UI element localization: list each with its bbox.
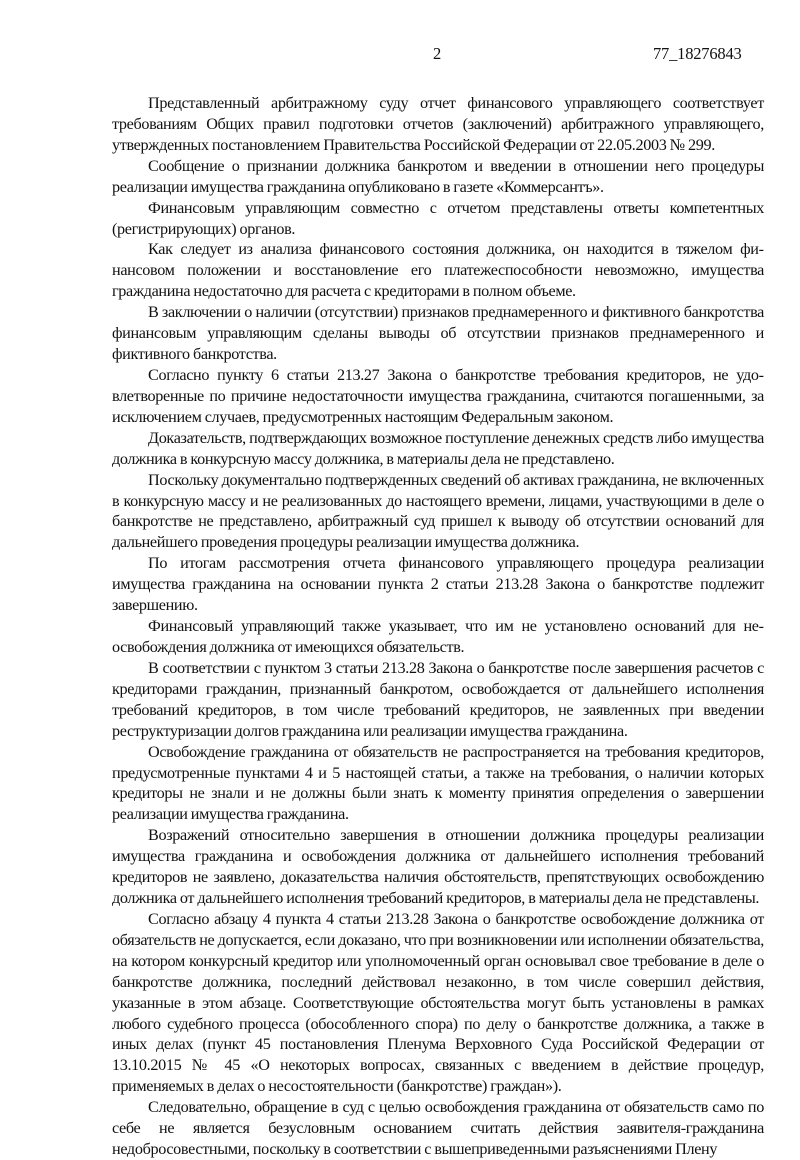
- paragraph-procedure-completion: По итогам рассмотрения отчета финансового управляющего процедура реализации имущества гражданина на основании пункта 2 статьи 213.28 Закона о банкротстве подлежит завершению.: [112, 554, 764, 615]
- paragraph-no-evidence: Доказательств, подтверждающих возможное поступление денежных средств либо имущества должника в конкурсную массу должника, в материалы дела не представлено.: [112, 428, 764, 468]
- paragraph-no-grounds: Финансовый управляющий также указывает, что им не установлено оснований для неосвобождения должника от имеющихся обязательств.: [112, 617, 764, 656]
- paragraph-no-assets: Поскольку документально подтвержденных сведений об активах гражданина, не включенных в конкурсную массу и не реализованных до настоящего времени, лицами, участвующими в деле о банкротстве не представлено, арбитражный суд пришел к выводу об отсутствии оснований для дальнейшего проведения процедуры реализации имущества должника.: [112, 470, 764, 552]
- paragraph-article-213-27: Согласно пункту 6 статьи 213.27 Закона о банкротстве требования кредиторов, не удовлетворенные по причине недостаточности имущества гражданина, считаются погашенными, за исключением случаев, предусмотренных настоящим Федеральным законом.: [112, 365, 764, 426]
- paragraph-fictitious-bankruptcy: В заключении о наличии (отсутствии) признаков преднамеренного и фиктивного банкротства финансовым управляющим сделаны выводы об отсутствии признаков преднамеренного и фиктивного банкротства.: [112, 303, 764, 364]
- document-id: 77_18276843: [653, 44, 742, 63]
- paragraph-conclusion: Следовательно, обращение в суд с целью освобождения гражданина от обязательств само по себе не является безусловным основанием считать действия заявителя-гражданина недобросовестными, поскольку в соответствии с вышеприведенными разъяснениями Плену: [112, 1098, 764, 1159]
- paragraph-publication: Сообщение о признании должника банкротом и введении в отношении него процедуры реализации имущества гражданина опубликовано в газете «Коммерсантъ».: [112, 156, 764, 196]
- paragraph-no-objections: Возражений относительно завершения в отношении должника процедуры реализации имущества гражданина и освобождения должника от дальнейшего исполнения требований кредиторов не заявлено, доказательства наличия обстоятельств, препятствующих освобождению должника от дальнейшего исполнения требований кредиторов, в материалы дела не представлены.: [112, 826, 764, 908]
- paragraph-authority-responses: Финансовым управляющим совместно с отчетом представлены ответы компетентных (регистрирующих) органов.: [112, 198, 764, 238]
- page-number: 2: [433, 44, 442, 63]
- paragraph-financial-analysis: Как следует из анализа финансового состояния должника, он находится в тяжелом финансовом положении и восстановление его платежеспособности невозможно, имущества гражданина недостаточно для расчета с кредиторами в полном объеме.: [112, 240, 764, 301]
- document-body: [112, 93, 764, 1160]
- paragraph-article-213-28-p3: В соответствии с пунктом 3 статьи 213.28 Закона о банкротстве после завершения расчетов с кредиторами гражданин, признанный банкротом, освобождается от дальнейшего исполнения требований кредиторов, в том числе требований кредиторов, не заявленных при введении реструктуризации долгов гражданина или реализации имущества гражданина.: [112, 658, 764, 740]
- paragraph-report-compliance: Представленный арбитражному суду отчет финансового управляющего соответствует требованиям Общих правил подготовки отчетов (заключений) арбитражного управляющего, утвержденных постановлением Правительства Российской Федерации от 22.05.2003 № 299.: [112, 94, 764, 154]
- paragraph-article-213-28-p4: Согласно абзацу 4 пункта 4 статьи 213.28 Закона о банкротстве освобождение должника от обязательств не допускается, если доказано, что при возникновении или исполнении обязательства, на котором конкурсный кредитор или уполномоченный орган основывал свое требование в деле о банкротстве должника, последний действовал незаконно, в том числе совершил действия, указанные в этом абзаце. Соответствующие обстоятельства могут быть установлены в рамках любого судебного процесса (обособленного спора) по делу о банкротстве должника, а также в иных делах (пункт 45 постановления Пленума Верховного Суда Российской Федерации от 13.10.2015 № 45 «О некоторых вопросах, связанных с введением в действие процедур, применяемых в делах о несостоятельности (банкротстве) граждан»).: [112, 909, 764, 1096]
- page-header: [0, 44, 800, 68]
- paragraph-release-exceptions: Освобождение гражданина от обязательств не распространяется на требования кредиторов, предусмотренные пунктами 4 и 5 настоящей статьи, а также на требования, о наличии которых кредиторы не знали и не должны были знать к моменту принятия определения о завершении реализации имущества гражданина.: [112, 742, 764, 824]
